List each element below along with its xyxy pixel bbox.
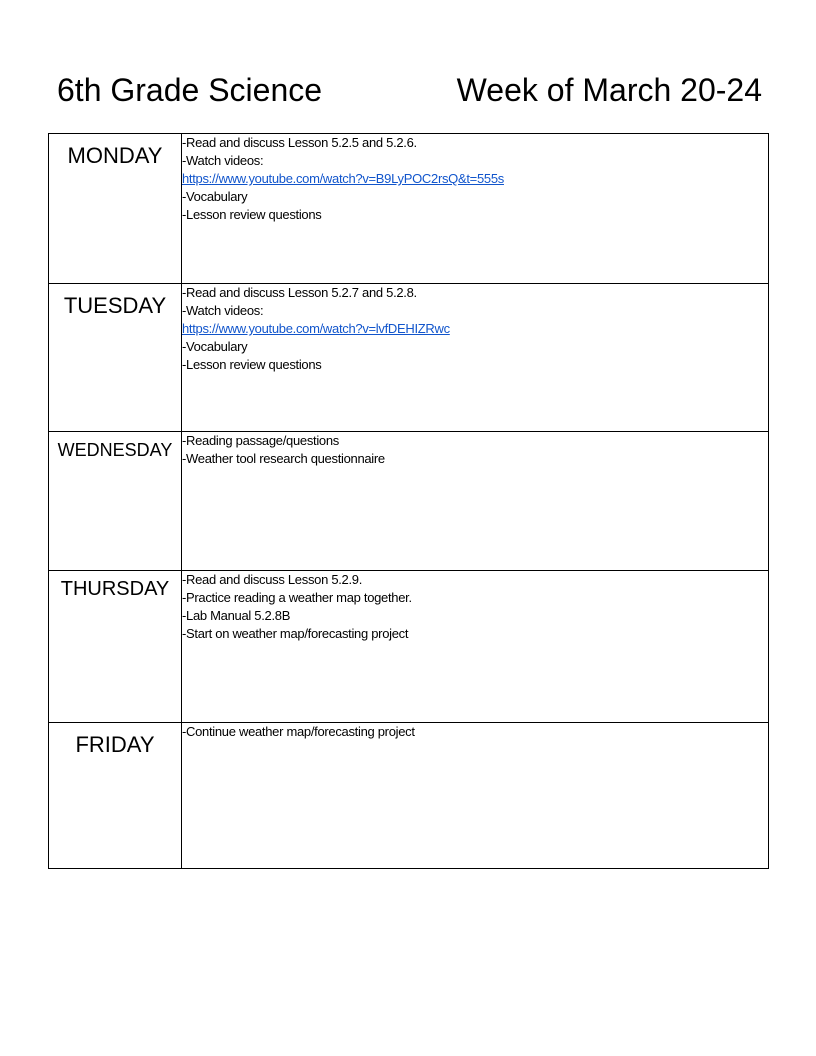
task-item — [182, 170, 768, 188]
task-item: -Read and discuss Lesson 5.2.7 and 5.2.8. — [182, 285, 417, 300]
task-item: -Lesson review questions — [182, 357, 322, 372]
video-link[interactable]: https://www.youtube.com/watch?v=lvfDEHIZRwc — [182, 321, 450, 336]
video-link[interactable]: https://www.youtube.com/watch?v=B9LyPOC2rsQ&t=555s — [182, 171, 504, 186]
task-list-thursday — [182, 571, 768, 643]
day-label-tuesday: TUESDAY — [63, 293, 167, 318]
task-item: -Start on weather map/forecasting project — [182, 626, 409, 641]
schedule-row-tuesday — [49, 284, 769, 432]
week-label: Week of March 20-24 — [456, 72, 762, 108]
task-item: -Vocabulary — [182, 189, 248, 204]
task-item: -Watch videos: — [182, 153, 264, 168]
task-item: -Read and discuss Lesson 5.2.5 and 5.2.6. — [182, 135, 417, 150]
schedule-row-friday — [49, 723, 769, 869]
task-item: -Lesson review questions — [182, 207, 322, 222]
day-cell-thursday — [49, 571, 182, 723]
task-item: -Continue weather map/forecasting project — [182, 724, 415, 739]
weekly-schedule-table — [48, 133, 769, 869]
day-cell-friday — [49, 723, 182, 869]
task-item: -Read and discuss Lesson 5.2.9. — [182, 572, 363, 587]
task-item: -Vocabulary — [182, 339, 248, 354]
day-cell-tuesday — [49, 284, 182, 432]
tasks-cell-tuesday — [182, 284, 769, 432]
task-item: -Practice reading a weather map together. — [182, 590, 412, 605]
day-label-friday: FRIDAY — [75, 732, 155, 757]
day-label-thursday: THURSDAY — [60, 578, 170, 600]
task-list-monday — [182, 134, 768, 224]
tasks-cell-thursday — [182, 571, 769, 723]
day-cell-monday — [49, 134, 182, 284]
task-list-wednesday — [182, 432, 768, 468]
schedule-row-monday — [49, 134, 769, 284]
task-item: -Reading passage/questions — [182, 433, 339, 448]
tasks-cell-friday — [182, 723, 769, 869]
day-label-monday: MONDAY — [67, 143, 163, 168]
task-list-tuesday — [182, 284, 768, 374]
day-label-wednesday: WEDNESDAY — [57, 440, 173, 460]
task-item: -Lab Manual 5.2.8B — [182, 608, 291, 623]
task-item — [182, 320, 768, 338]
task-item: -Weather tool research questionnaire — [182, 451, 385, 466]
page-header — [57, 70, 762, 110]
tasks-cell-wednesday — [182, 432, 769, 571]
tasks-cell-monday — [182, 134, 769, 284]
day-cell-wednesday — [49, 432, 182, 571]
task-list-friday — [182, 723, 768, 741]
schedule-row-thursday — [49, 571, 769, 723]
page-title: 6th Grade Science — [57, 72, 323, 108]
schedule-row-wednesday — [49, 432, 769, 571]
task-item: -Watch videos: — [182, 303, 264, 318]
